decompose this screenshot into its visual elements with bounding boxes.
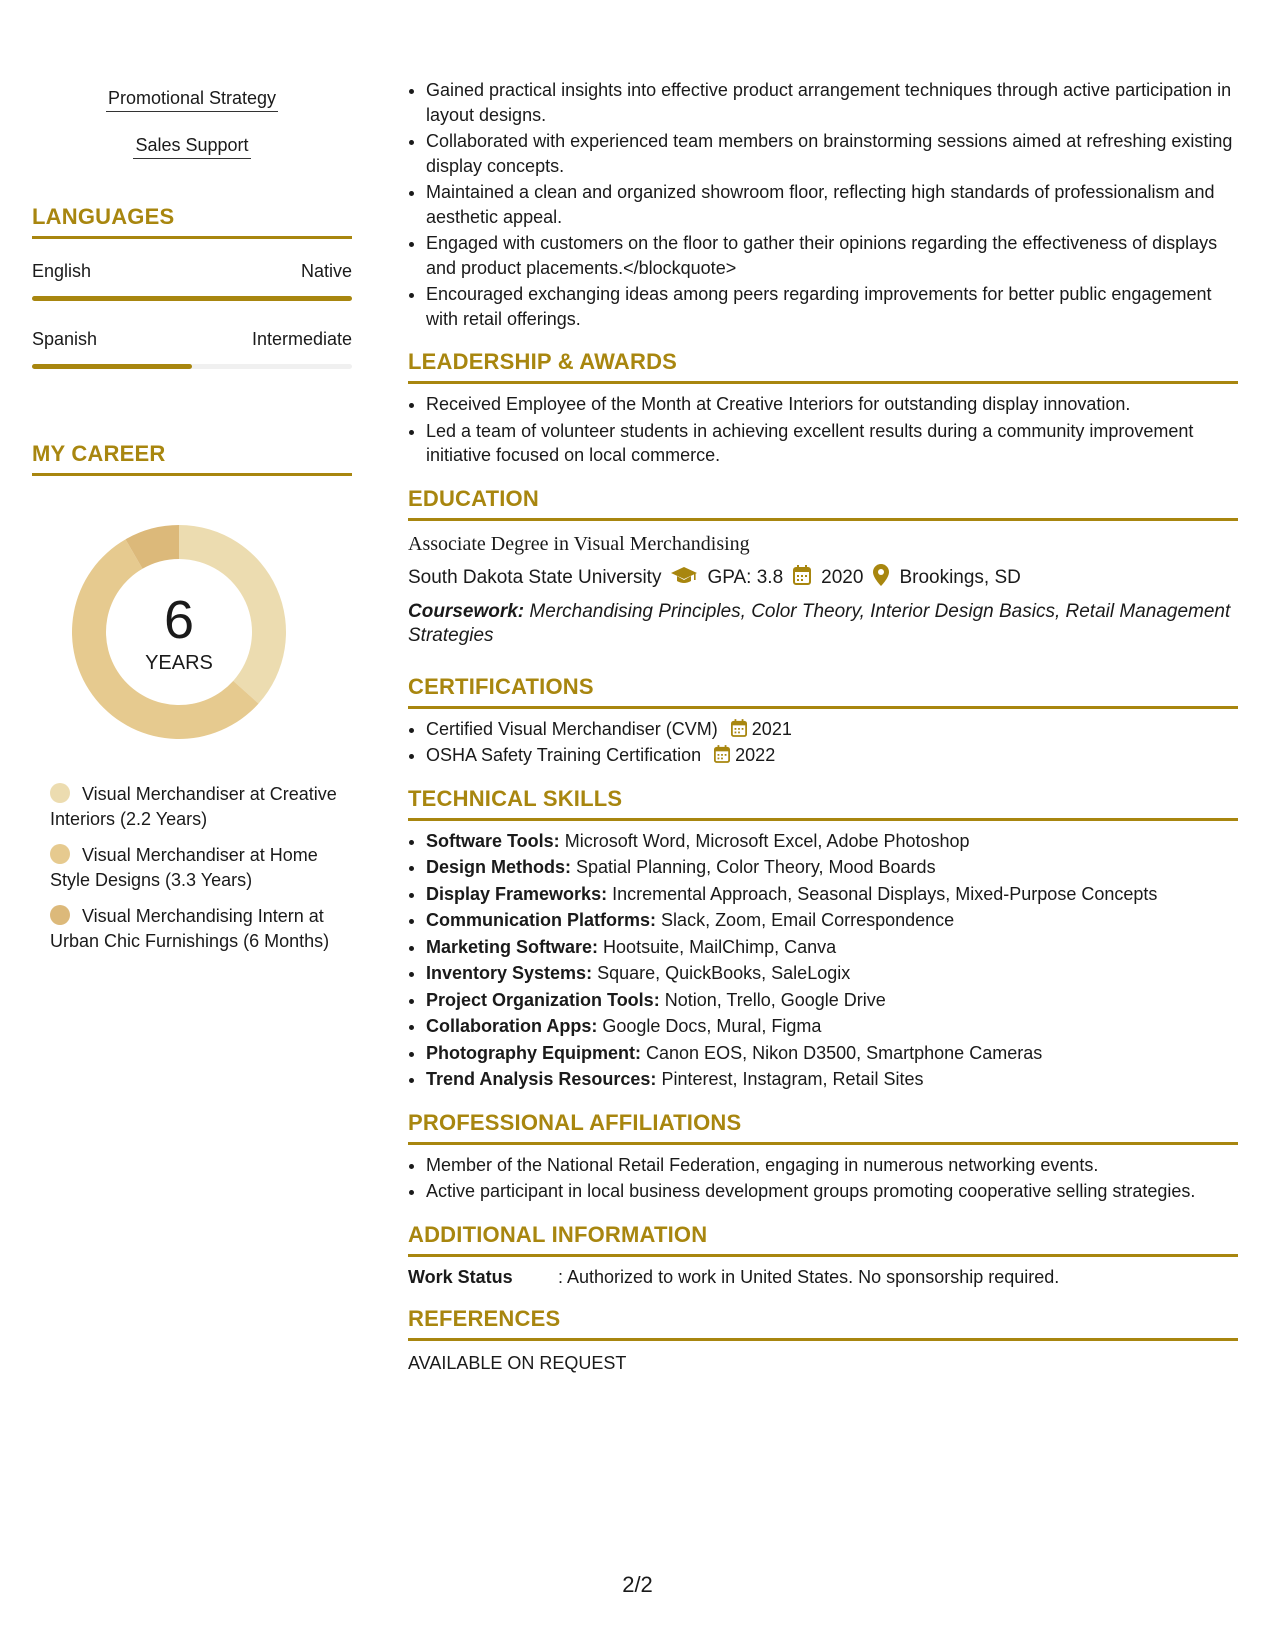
work-status-value: : Authorized to work in United States. No sponsorship required. <box>558 1266 1060 1287</box>
list-item: • Member of the National Retail Federation, engaging in numerous networking events. <box>426 1153 1238 1178</box>
language-level: Native <box>300 261 352 281</box>
languages-section <box>32 204 352 369</box>
work-status-label: Work Status <box>408 1266 513 1287</box>
gpa: GPA: 3.8 <box>707 566 784 588</box>
leadership-list <box>408 392 1238 468</box>
legend-item: Visual Merchandising Intern at Urban Chic Furnishings (6 Months) <box>50 906 330 951</box>
section-heading: LEADERSHIP & AWARDS <box>408 349 1238 384</box>
skill-tag: Sales Support <box>32 135 352 156</box>
list-item: • Maintained a clean and organized showroom floor, reflecting high standards of professionalism and aesthetic appeal. <box>426 180 1238 229</box>
list-item: • Engaged with customers on the floor to gather their opinions regarding the effectiveness of displays and product placements.</blockquote> <box>426 231 1238 280</box>
certification-name: Certified Visual Merchandiser (CVM) <box>426 718 718 739</box>
list-item: • Communication Platforms: Slack, Zoom, Email Correspondence <box>426 908 1238 933</box>
section-heading: REFERENCES <box>408 1306 1238 1341</box>
language-bar <box>32 364 352 369</box>
certifications-list <box>408 717 1238 768</box>
career-section <box>32 441 352 953</box>
career-unit: YEARS <box>145 652 213 674</box>
list-item: • Marketing Software: Hootsuite, MailChimp, Canva <box>426 935 1238 960</box>
language-bar-fill <box>32 364 192 369</box>
right-column <box>408 60 1238 1374</box>
degree-title: Associate Degree in Visual Merchandising <box>408 532 750 555</box>
left-column <box>32 60 352 965</box>
map-pin-icon <box>873 564 889 592</box>
certification-year: 2022 <box>735 745 776 765</box>
language-bar <box>32 296 352 301</box>
list-item: • Software Tools: Microsoft Word, Microsoft Excel, Adobe Photoshop <box>426 829 1238 854</box>
page-number: 2/2 <box>622 1572 653 1597</box>
language-level: Intermediate <box>251 329 352 349</box>
list-item: • Project Organization Tools: Notion, Trello, Google Drive <box>426 988 1238 1013</box>
section-heading: CERTIFICATIONS <box>408 674 1238 709</box>
calendar-icon <box>731 719 747 739</box>
list-item: • Active participant in local business development groups promoting cooperative selling strategies. <box>426 1179 1238 1204</box>
work-status-row <box>408 1267 1238 1288</box>
list-item: • Collaboration Apps: Google Docs, Mural, Figma <box>426 1014 1238 1039</box>
section-heading: LANGUAGES <box>32 204 352 239</box>
career-total: 6 <box>163 590 195 650</box>
coursework-text: Merchandising Principles, Color Theory, Interior Design Basics, Retail Management Strategies <box>408 600 1231 646</box>
list-item: • Gained practical insights into effective product arrangement techniques through active participation in layout designs. <box>426 78 1238 127</box>
career-donut-chart <box>67 520 291 744</box>
language-item <box>32 329 352 369</box>
affiliations-list <box>408 1153 1238 1204</box>
list-item: • Led a team of volunteer students in achieving excellent results during a community improvement initiative focused on local commerce. <box>426 419 1238 468</box>
list-item: • Display Frameworks: Incremental Approach, Seasonal Displays, Mixed-Purpose Concepts <box>426 882 1238 907</box>
section-heading: MY CAREER <box>32 441 352 476</box>
list-item <box>426 717 1238 742</box>
location: Brookings, SD <box>899 566 1021 588</box>
experience-bullets <box>408 78 1238 331</box>
school-name: South Dakota State University <box>408 566 662 588</box>
list-item: • Received Employee of the Month at Creative Interiors for outstanding display innovation. <box>426 392 1238 417</box>
list-item: • Design Methods: Spatial Planning, Color Theory, Mood Boards <box>426 855 1238 880</box>
legend-item: Visual Merchandiser at Creative Interiors (2.2 Years) <box>50 784 337 829</box>
section-heading: PROFESSIONAL AFFILIATIONS <box>408 1110 1238 1145</box>
legend-dot <box>50 844 70 864</box>
career-legend <box>50 782 352 953</box>
legend-dot <box>50 783 70 803</box>
list-item: • Inventory Systems: Square, QuickBooks, SaleLogix <box>426 961 1238 986</box>
education-meta <box>408 564 1238 592</box>
list-item: • Collaborated with experienced team members on brainstorming sessions aimed at refreshing existing display concepts. <box>426 129 1238 178</box>
graduation-cap-icon <box>671 565 697 591</box>
references-text: AVAILABLE ON REQUEST <box>408 1352 627 1373</box>
calendar-icon <box>714 745 730 765</box>
legend-dot <box>50 905 70 925</box>
list-item: • Photography Equipment: Canon EOS, Nikon D3500, Smartphone Cameras <box>426 1041 1238 1066</box>
language-item <box>32 261 352 301</box>
skill-tag: Promotional Strategy <box>32 88 352 109</box>
certification-name: OSHA Safety Training Certification <box>426 745 702 765</box>
graduation-year: 2020 <box>821 566 864 588</box>
language-name: Spanish <box>32 329 98 349</box>
coursework-label: Coursework: <box>408 600 525 622</box>
certification-year: 2021 <box>751 718 792 739</box>
coursework <box>408 600 1238 648</box>
list-item: • Encouraged exchanging ideas among peers regarding improvements for better public engagement with retail offerings. <box>426 282 1238 331</box>
technical-skills-list <box>408 829 1238 1092</box>
legend-item: Visual Merchandiser at Home Style Designs (3.3 Years) <box>50 845 318 890</box>
section-heading: TECHNICAL SKILLS <box>408 786 1238 821</box>
section-heading: EDUCATION <box>408 486 1238 521</box>
calendar-icon <box>793 565 811 591</box>
section-heading: ADDITIONAL INFORMATION <box>408 1222 1238 1257</box>
list-item <box>426 743 1238 768</box>
list-item: • Trend Analysis Resources: Pinterest, Instagram, Retail Sites <box>426 1067 1238 1092</box>
skills-list <box>32 88 352 156</box>
language-name: English <box>32 261 92 281</box>
language-bar-fill <box>32 296 352 301</box>
